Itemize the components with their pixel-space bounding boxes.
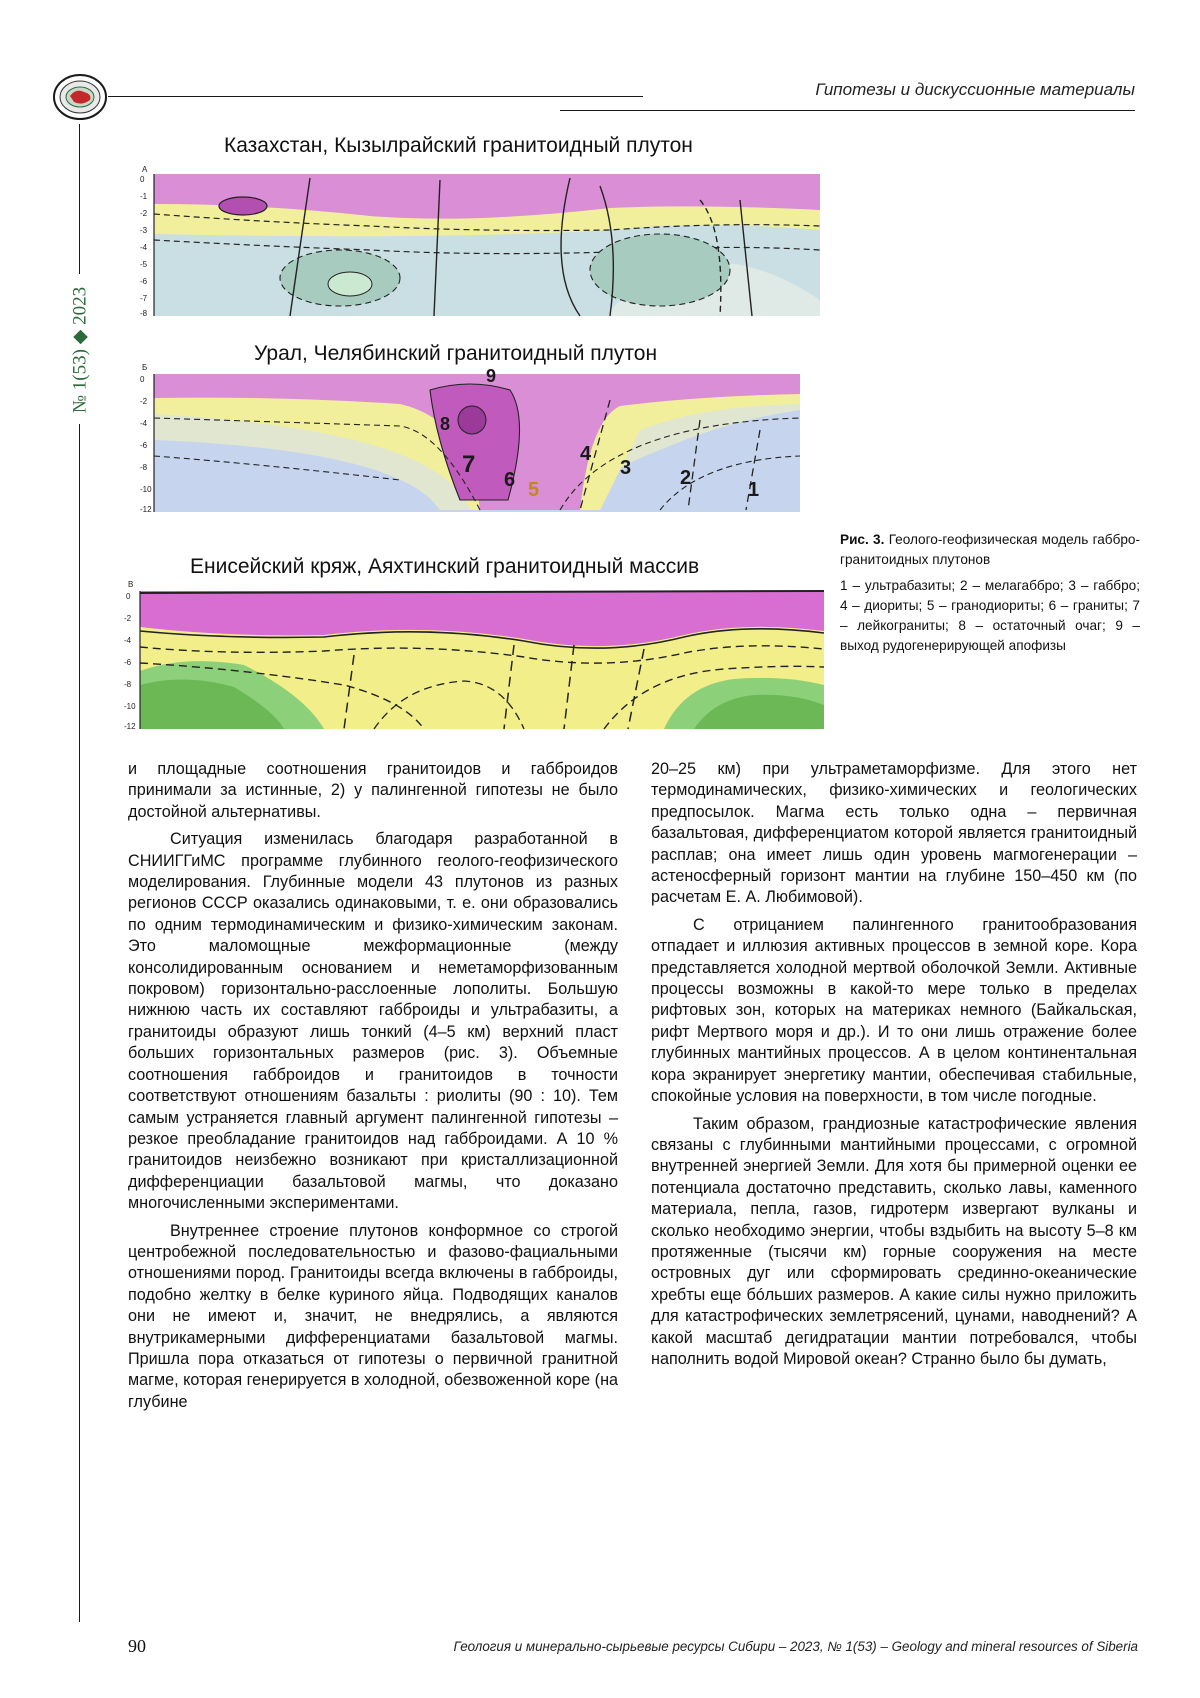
depth-tick: -4 — [140, 243, 148, 252]
zone-label: 8 — [440, 414, 450, 434]
paragraph: Внутреннее строение плутонов конформное со строгой центробежной последовательностью и фазово-фациальными отношениями пород. Гранитоиды всегда включены в габброиды, подобно желтку в белке куриного яйца. Подводящих каналов они не имеют и, значит, не внедрялись, а являются внутрикамерными дифференциатами базальтовой магмы. Пришла пора отказаться от гипотезы о первичной гранитной магме, которая генерируется в холодной, обезвоженной коре (на глубине — [128, 1221, 618, 1414]
depth-tick: -7 — [140, 294, 148, 303]
zone-label: 5 — [528, 479, 539, 501]
zone-label: 7 — [462, 451, 475, 478]
section-title: Гипотезы и дискуссионные материалы — [700, 80, 1135, 100]
axis-letter: Б — [142, 363, 147, 372]
depth-tick: 0 — [126, 592, 131, 601]
depth-tick: -3 — [140, 226, 148, 235]
depth-tick: -4 — [124, 636, 132, 645]
panel-title-kazakhstan: Казахстан, Кызылрайский гранитоидный плутон — [224, 134, 693, 158]
depth-tick: -10 — [124, 702, 136, 711]
depth-tick: -2 — [140, 397, 148, 406]
depth-tick: -6 — [140, 441, 148, 450]
depth-tick: 0 — [140, 375, 145, 384]
depth-tick: -6 — [140, 277, 148, 286]
header-rule-right — [560, 110, 1135, 111]
issue-vertical-label: № 1(53) ◆ 2023 — [56, 280, 104, 420]
section-panel-ural — [140, 360, 800, 520]
depth-tick: -6 — [124, 658, 132, 667]
depth-tick: -4 — [140, 419, 148, 428]
depth-tick: -10 — [140, 485, 152, 494]
depth-axis — [140, 165, 148, 318]
depth-tick: 0 — [140, 175, 145, 184]
depth-tick: -5 — [140, 260, 148, 269]
margin-rule-top — [79, 124, 80, 274]
zone-label: 1 — [748, 479, 759, 501]
depth-tick: -2 — [124, 614, 132, 623]
zone-label: 2 — [680, 467, 691, 489]
body-column-left — [128, 759, 618, 1413]
caption-title-line — [840, 530, 1140, 570]
caption-title: Геолого-геофизическая модель габбро-гранитоидных плутонов — [840, 532, 1140, 567]
margin-rule-bottom — [79, 424, 80, 1622]
depth-tick: -2 — [140, 209, 148, 218]
depth-axis — [124, 580, 136, 731]
caption-label: Рис. 3. — [840, 532, 884, 547]
journal-footer: Геология и минерально-сырьевые ресурсы Сибири – 2023, № 1(53) – Geology and mineral resources of Siberia — [340, 1639, 1138, 1654]
depth-tick: -8 — [140, 463, 148, 472]
paragraph: С отрицанием палингенного гранитообразования отпадает и иллюзия активных процессов в земной коре. Кора представляется холодной мертвой оболочкой Земли. Активные процессы возможны в какой-то мере только в пределах рифтовых зон, которых на материках немного (Байкальская, рифт Мертвого моря и др.). И то они лишь отражение более глубинных мантийных процессов. А в целом континентальная кора экранирует энергетику мантии, обеспечивая стабильные, спокойные условия на поверхности, в том числе погодные. — [651, 915, 1137, 1108]
journal-logo — [52, 72, 108, 122]
depth-tick: -8 — [140, 309, 148, 318]
section-panel-kazakhstan — [140, 160, 820, 318]
body-column-right — [651, 759, 1137, 1370]
paragraph: 20–25 км) при ультраметаморфизме. Для этого нет термодинамических, физико-химических и геологических предпосылок. Магма есть только одна – первичная базальтовая, дифференциатом которой является гранитоидный расплав; она имеет лишь один уровень магмогенерации – астеносферный горизонт мантии на глубине 150–450 км (по расчетам Е. А. Любимовой). — [651, 759, 1137, 909]
zone-label: 4 — [580, 443, 592, 465]
depth-tick: -1 — [140, 192, 148, 201]
page-number: 90 — [128, 1636, 146, 1657]
section-panel-yenisei — [124, 575, 824, 733]
panel-title-ural: Урал, Челябинский гранитоидный плутон — [254, 342, 657, 366]
zone-label: 6 — [504, 469, 515, 491]
zone-label: 9 — [486, 366, 496, 386]
paragraph: Таким образом, грандиозные катастрофические явления связаны с глубинными мантийными процессами, с огромной внутренней энергией Земли. Для хотя бы примерной оценки ее потенциала достаточно представить, сколько лавы, каменного материала, пепла, газов, гидротерм извергают вулканы и сколько необходимо энергии, чтобы вздыбить на высоту 5–8 км протяженные (тысячи км) горные сооружения на месте островных дуг или сформировать срединно-океанические хребты еще бóльших размеров. А какие силы нужно приложить для катастрофических землетрясений, цунами, наводнений? А какой масштаб дегидратации мантии потребовался, чтобы наполнить водой Мировой океан? Странно было бы думать, — [651, 1114, 1137, 1371]
figure-caption — [840, 530, 1140, 656]
zone-label: 3 — [620, 457, 631, 479]
panel-title-yenisei: Енисейский кряж, Аяхтинский гранитоидный массив — [190, 555, 699, 579]
depth-tick: -8 — [124, 680, 132, 689]
depth-axis — [140, 363, 152, 514]
axis-letter: В — [128, 580, 133, 589]
header-rule-left — [108, 96, 643, 97]
paragraph: Ситуация изменилась благодаря разработанной в СНИИГГиМС программе глубинного геолого-геофизического моделирования. Глубинные модели 43 плутонов из разных регионов СССР оказались одинаковыми, т. е. они образовались по одним термодинамическим и физико-химическим законам. Это маломощные межформационные (между консолидированным основанием и неметаморфизованным покровом) горизонтально-расслоенные лополиты. Большую нижнюю часть их составляют габброиды и ультрабазиты, а гранитоиды образуют лишь тонкий (4–5 км) верхний пласт больших горизонтальных размеров (рис. 3). Объемные соотношения габброидов и гранитоидов в точности соответствуют отношениям базальты : риолиты (90 : 10). Тем самым устраняется главный аргумент палингенной гипотезы – резкое преобладание гранитоидов над габброидами. А 10 % гранитоидов неизбежно возникают при кристаллизационной дифференциации базальтовой магмы, что доказано многочисленными экспериментами. — [128, 829, 618, 1214]
depth-tick: -12 — [124, 722, 136, 731]
axis-letter: A — [142, 165, 148, 174]
paragraph: и площадные соотношения гранитоидов и габброидов принимали за истинные, 2) у палингенной гипотезы не было достойной альтернативы. — [128, 759, 618, 823]
depth-tick: -12 — [140, 505, 152, 514]
caption-legend: 1 – ультрабазиты; 2 – мелагаббро; 3 – габбро; 4 – диориты; 5 – гранодиориты; 6 – граниты; 7 – лейкограниты; 8 – остаточный очаг; 9 – выход рудогенерирующей апофизы — [840, 576, 1140, 656]
